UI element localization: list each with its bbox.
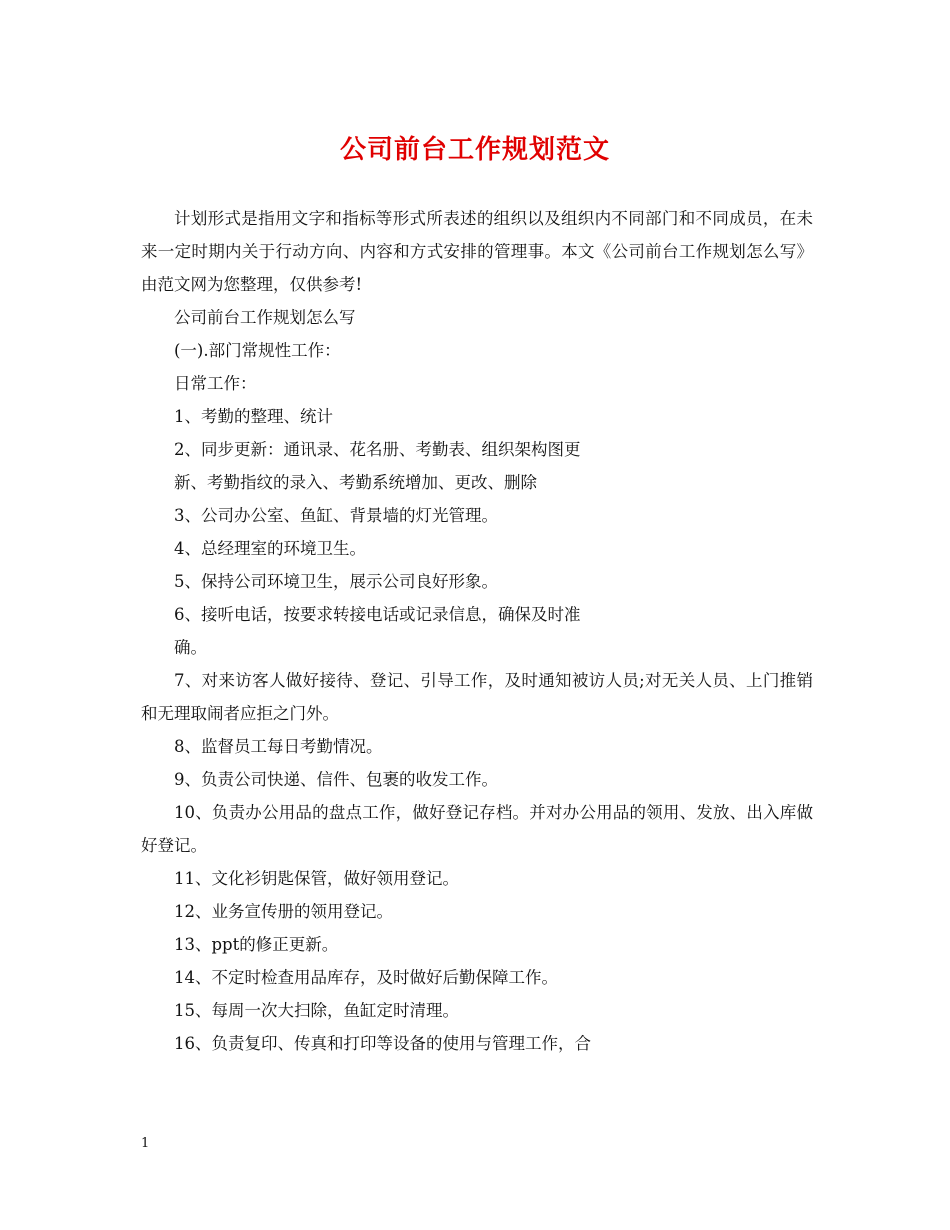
list-item: 11、文化衫钥匙保管，做好领用登记。	[174, 869, 459, 888]
list-item: 10、负责办公用品的盘点工作，做好登记存档。并对办公用品的领用、发放、出入库做好登记。	[141, 803, 813, 855]
list-item-continuation: 新、考勤指纹的录入、考勤系统增加、更改、删除	[174, 473, 537, 492]
list-item: 5、保持公司环境卫生，展示公司良好形象。	[174, 572, 498, 591]
page-number: 1	[141, 1136, 150, 1151]
list-item: 3、公司办公室、鱼缸、背景墙的灯光管理。	[174, 506, 498, 525]
subtitle: 公司前台工作规划怎么写	[174, 308, 356, 327]
list-item: 15、每周一次大扫除，鱼缸定时清理。	[174, 1001, 459, 1020]
list-item: 4、总经理室的环境卫生。	[174, 539, 366, 558]
list-item: 14、不定时检查用品库存，及时做好后勤保障工作。	[174, 968, 558, 987]
list-item: 16、负责复印、传真和打印等设备的使用与管理工作，合	[174, 1034, 591, 1053]
document-body	[141, 202, 813, 1060]
list-item: 8、监督员工每日考勤情况。	[174, 737, 383, 756]
list-item: 12、业务宣传册的领用登记。	[174, 902, 393, 921]
section-heading: (一).部门常规性工作：	[174, 341, 341, 360]
list-item: 9、负责公司快递、信件、包裹的收发工作。	[174, 770, 498, 789]
list-item: 13、ppt的修正更新。	[174, 935, 339, 954]
intro-paragraph: 计划形式是指用文字和指标等形式所表述的组织以及组织内不同部门和不同成员，在未来一定时期内关于行动方向、内容和方式安排的管理事。本文《公司前台工作规划怎么写》由范文网为您整理，仅供参考!	[141, 209, 813, 294]
document-title: 公司前台工作规划范文	[339, 135, 610, 165]
list-item: 2、同步更新：通讯录、花名册、考勤表、组织架构图更	[174, 440, 581, 459]
list-item: 6、接听电话，按要求转接电话或记录信息，确保及时准	[174, 605, 581, 624]
list-item: 1、考勤的整理、统计	[174, 407, 333, 426]
daily-heading: 日常工作：	[174, 374, 257, 393]
list-item-continuation: 确。	[174, 638, 207, 657]
list-item: 7、对来访客人做好接待、登记、引导工作，及时通知被访人员;对无关人员、上门推销和无理取闹者应拒之门外。	[141, 671, 813, 723]
